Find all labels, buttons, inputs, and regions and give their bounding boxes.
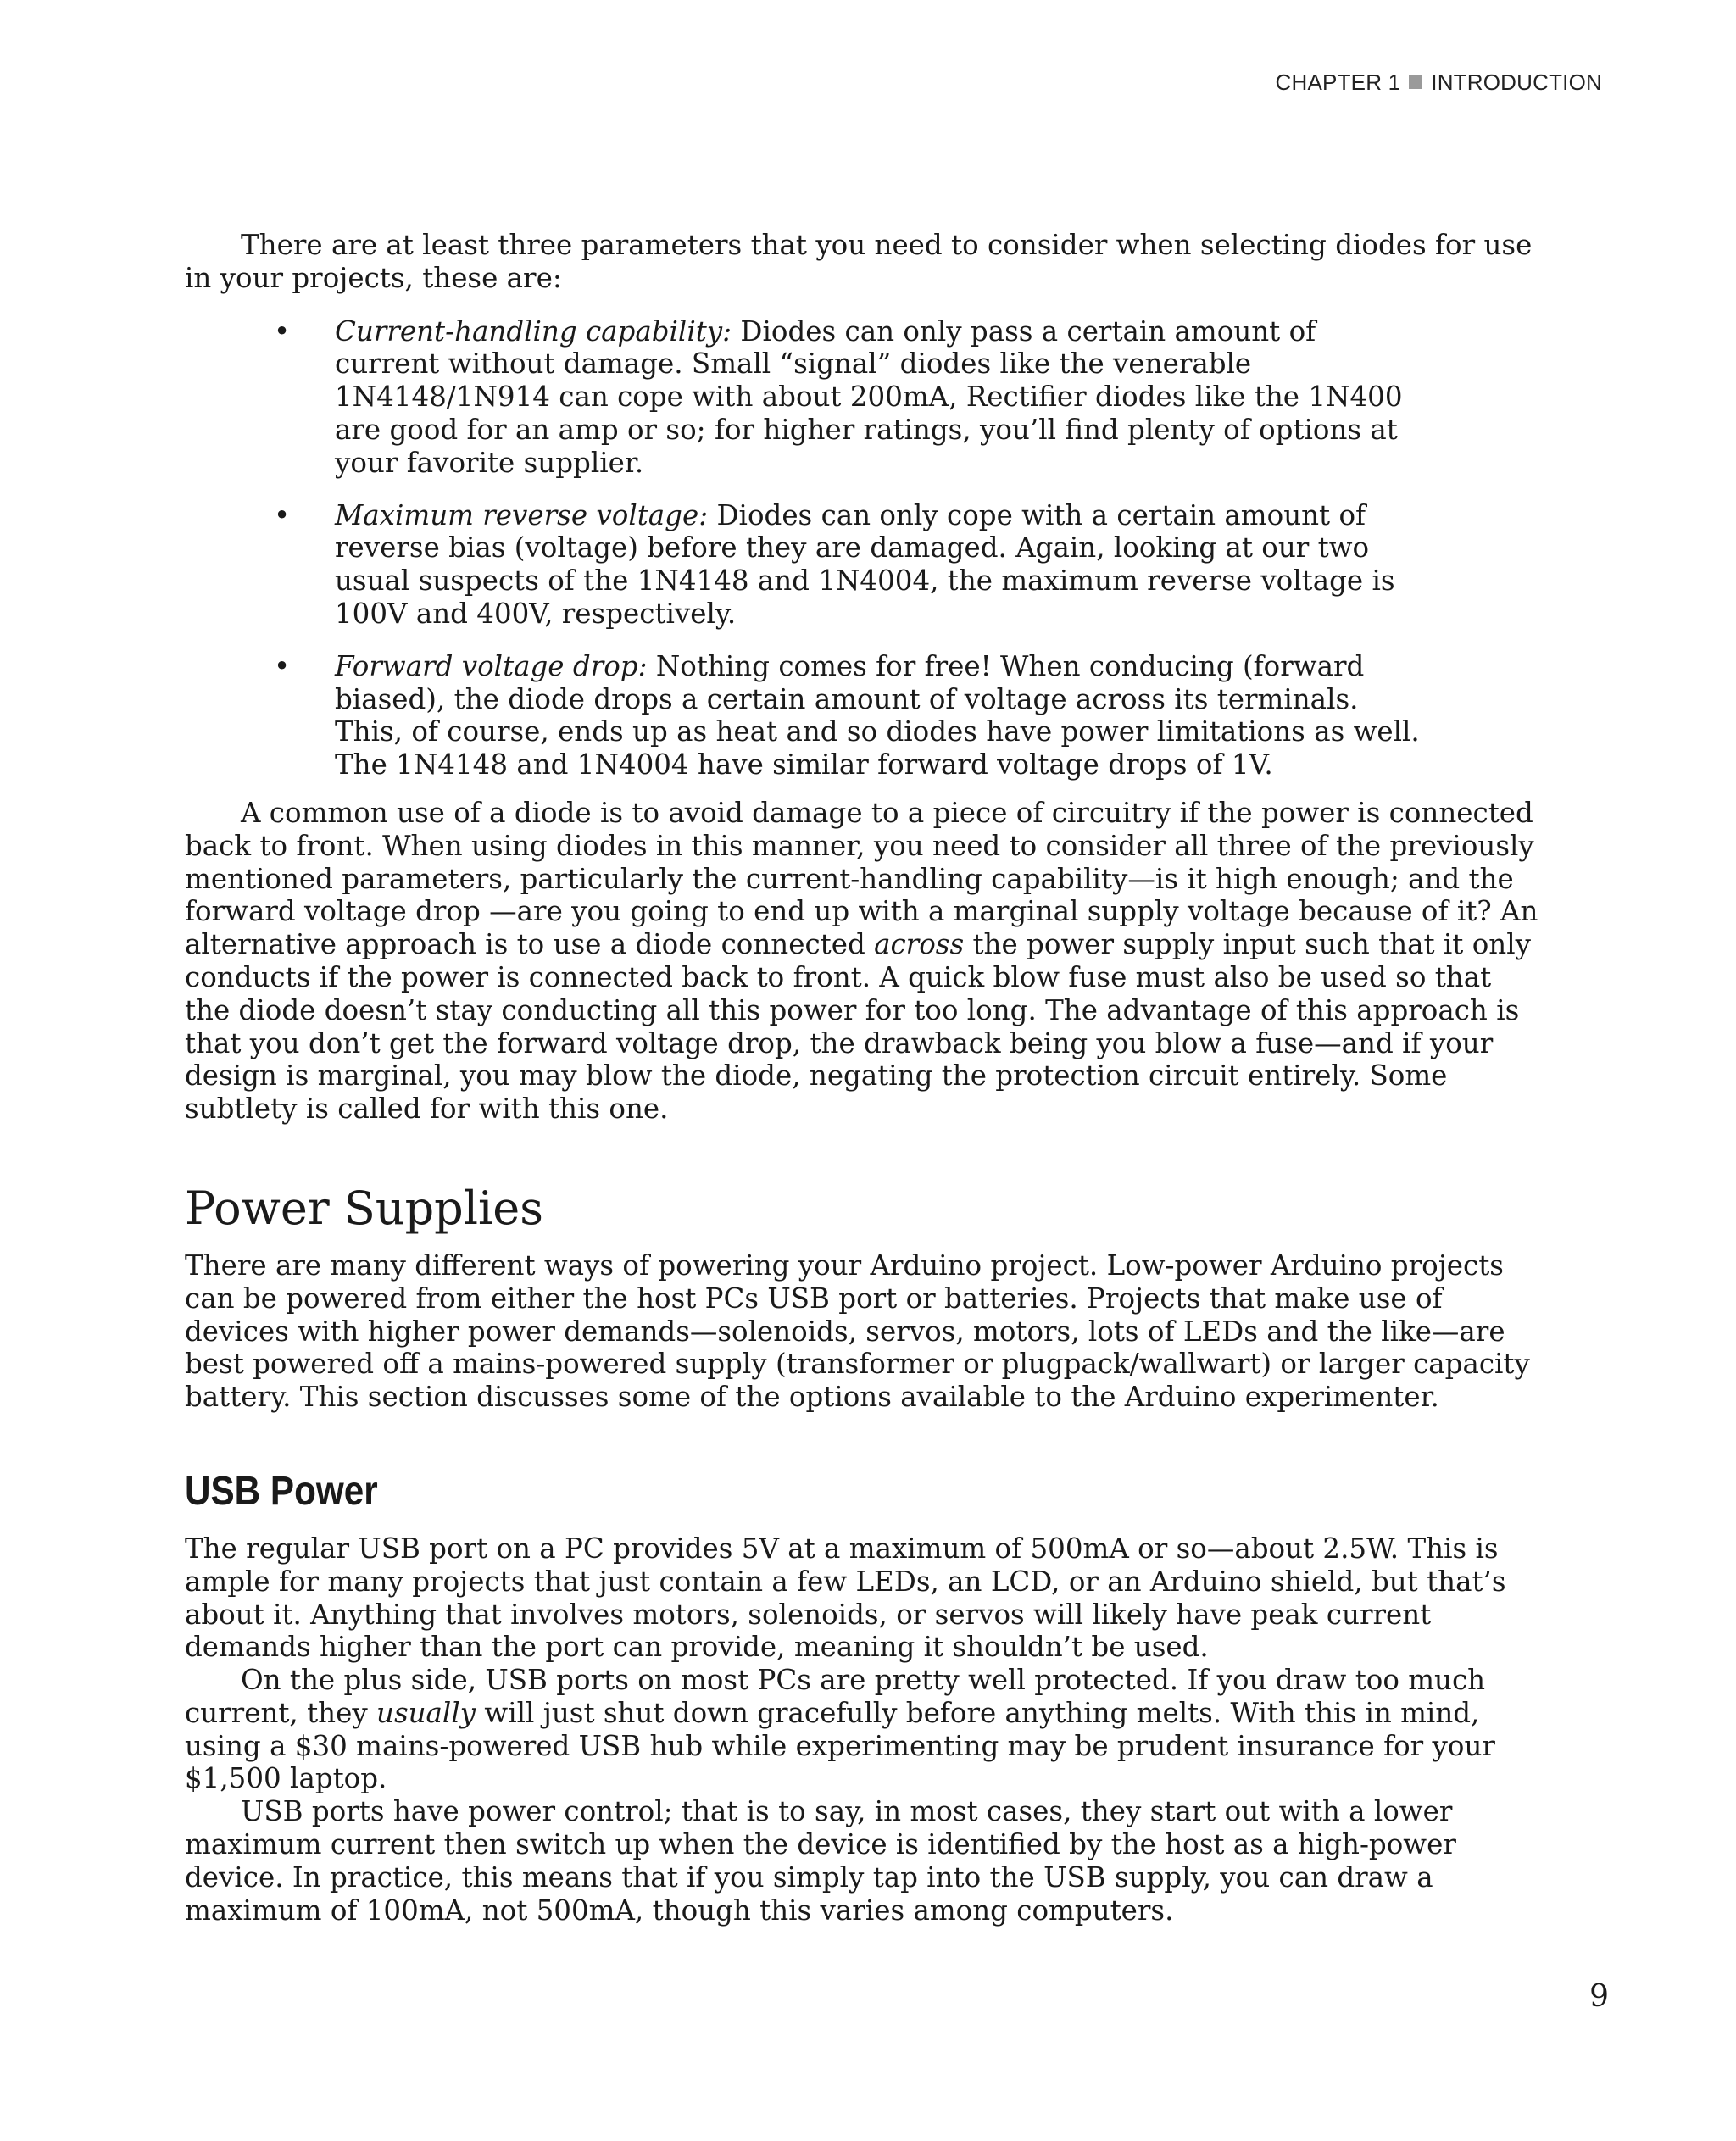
bullet-icon: • [274, 498, 291, 531]
section-heading-power-supplies: Power Supplies [185, 1181, 543, 1235]
protection-paragraph [185, 797, 1541, 1126]
power-supplies-paragraph: There are many different ways of powering your Arduino project. Low-power Arduino projects can be powered from either the host PCs USB port or batteries. Projects that make use of devices with higher power demands—solenoids, servos, motors, lots of LEDs and the like—are best powered off a mains-powered supply (transformer or plugpack/wallwart) or larger capacity battery. This section discusses some of the options available to the Arduino experimenter. [185, 1248, 1530, 1414]
bullet-text: Nothing comes for free! When conducing (forward biased), the diode drops a certain amount of voltage across its terminals. This, of course, ends up as heat and so diodes have power limitations as well. The 1N4148 and 1N4004 have similar forward voltage drops of 1V. [335, 649, 1420, 781]
square-separator-icon [1409, 75, 1422, 89]
usb-paragraph-2 [185, 1664, 1541, 1795]
chapter-title: INTRODUCTION [1431, 70, 1602, 95]
page-number: 9 [1589, 1979, 1609, 2014]
bullet-text: Diodes can only pass a certain amount of current without damage. Small “signal” diodes like the venerable 1N4148/1N914 can cope with about 200mA, Rectifier diodes like the 1N400 are good for an amp or so; for higher ratings, you’ll find plenty of options at your favorite supplier. [335, 314, 1403, 479]
bullet-text: Diodes can only cope with a certain amount of reverse bias (voltage) before they are damaged. Again, looking at our two usual suspects of the 1N4148 and 1N4004, the maximum reverse voltage is 100V and 400V, respectively. [335, 498, 1395, 630]
protection-text-start: A common use of a diode is to avoid damage to a piece of circuitry if the power is connected back to front. When using diodes in this manner, you need to consider all three of the previously mentioned parameters, particularly the current-handling capability—is it high enough; and the forward voltage drop —are you going to end up with a marginal supply voltage because of it? An alternative approach is to use a diode connected [185, 796, 1538, 961]
diode-parameter-list [185, 315, 1598, 781]
protection-text-end: the power supply input such that it only conducts if the power is connected back to front. A quick blow fuse must also be used so that the diode doesn’t stay conducting all this power for too long. The advantage of this approach is that you don’t get the forward voltage drop, the drawback being you blow a fuse—and if your design is marginal, you may blow the diode, negating the protection circuit entirely. Some subtlety is called for with this one. [185, 928, 1531, 1126]
page-body [185, 229, 1541, 1927]
bullet-term: Current-handling capability: [335, 314, 732, 348]
intro-paragraph: There are at least three parameters that you need to consider when selecting diodes for use in your projects, these are: [185, 229, 1533, 294]
list-item [274, 498, 1428, 631]
usb-p2-emphasis: usually [376, 1696, 476, 1729]
list-item [274, 649, 1428, 781]
subsection-heading-usb-power: USB Power [185, 1468, 378, 1514]
bullet-term: Maximum reverse voltage: [335, 498, 709, 531]
usb-p2-end: will just shut down gracefully before anything melts. With this in mind, using a $30 mains-powered USB hub while experimenting may be prudent insurance for your $1,500 laptop. [185, 1696, 1495, 1795]
bullet-icon: • [274, 314, 291, 348]
bullet-term: Forward voltage drop: [335, 649, 648, 682]
protection-emphasis: across [874, 928, 965, 961]
usb-p2-start: On the plus side, USB ports on most PCs are pretty well protected. If you draw too much current, they [185, 1664, 1486, 1729]
list-item [274, 314, 1428, 480]
usb-paragraph-3: USB ports have power control; that is to say, in most cases, they start out with a lower maximum current then switch up when the device is identified by the host as a high-power device. In practice, this means that if you simply tap into the USB supply, you can draw a maximum of 100mA, not 500mA, though this varies among computers. [185, 1795, 1456, 1927]
chapter-label: CHAPTER 1 [1275, 70, 1401, 95]
bullet-icon: • [274, 649, 291, 682]
running-head [1276, 70, 1602, 96]
usb-paragraph-1: The regular USB port on a PC provides 5V at a maximum of 500mA or so—about 2.5W. This is ample for many projects that just contain a few LEDs, an LCD, or an Arduino shield, but that’s about it. Anything that involves motors, solenoids, or servos will likely have peak current demands higher than the port can provide, meaning it shouldn’t be used. [185, 1532, 1506, 1664]
